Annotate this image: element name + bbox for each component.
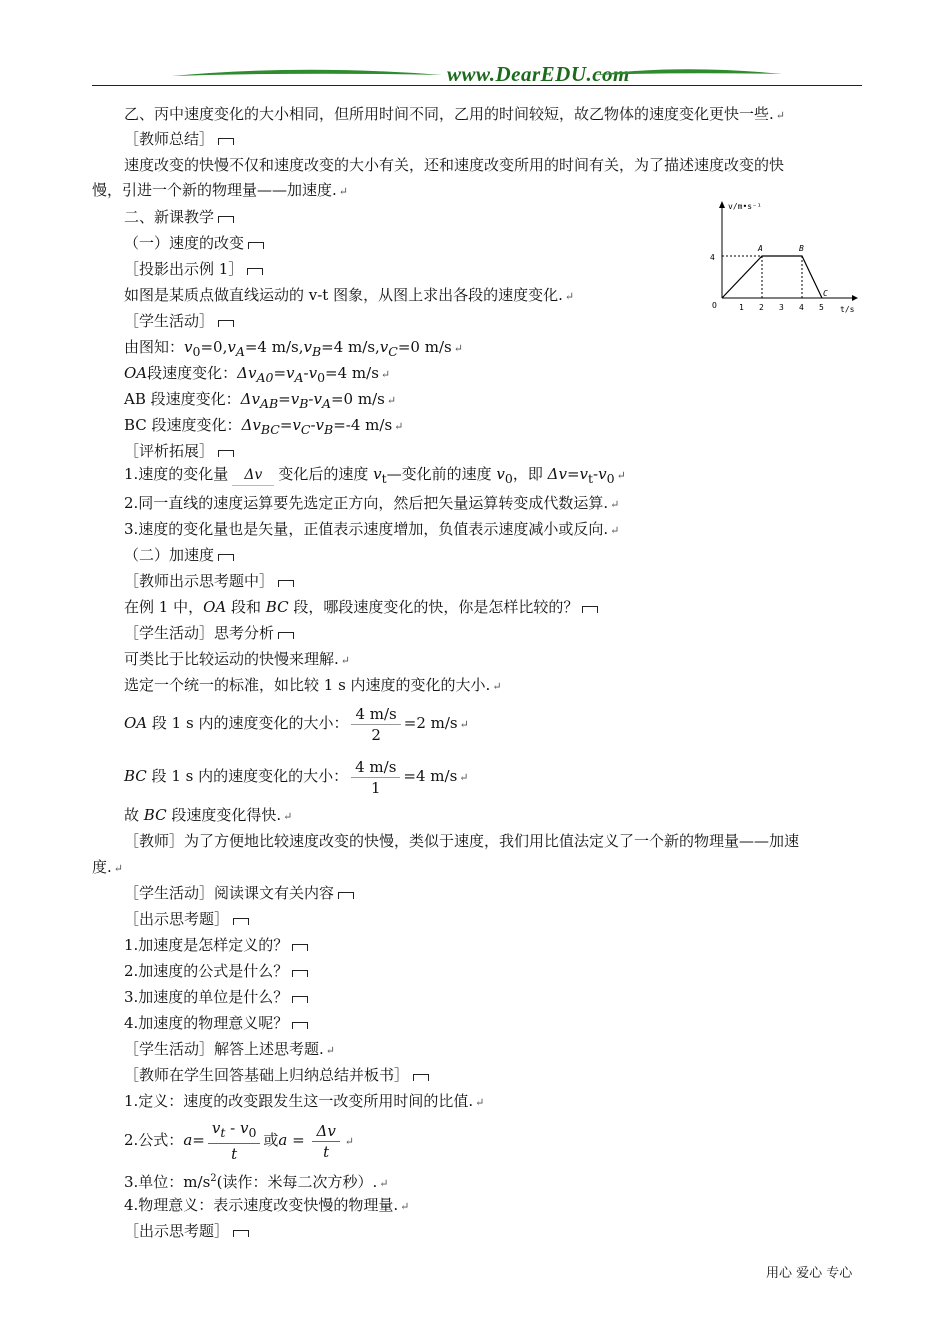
student-activity-heading: ［学生活动］思考分析 [124,623,294,643]
evaluation-point-2: 2.同一直线的速度运算要先选定正方向，然后把矢量运算转变成代数运算. ↵ [124,494,620,512]
known-values-line: 由图知：$v_0=0,v_A=4$ $m/s,v_B=4$ $m/s,v_C=0$ m/s ↵ [124,338,463,359]
fraction: $\frac{v_t - v_0}{t}$ [208,1118,261,1164]
site-logo[interactable]: www.DearEDU.com [447,62,630,86]
evaluation-point-3: 3.速度的变化量也是矢量，正值表示速度增加，负值表示速度减小或反向. ↵ [124,520,620,538]
point-a-label: A [758,244,763,253]
definition-line: 1.定义：速度的改变跟发生这一改变所用时间的比值. ↵ [124,1092,485,1110]
text-line: 度. ↵ [92,858,123,876]
point-c-label: C [823,289,828,298]
subsection-heading: （二）加速度 [124,545,234,565]
x-axis-arrow-icon [852,295,858,301]
right-swoosh-decoration [592,68,782,82]
fraction: $\frac{4 m/s}{2}$ [351,704,400,745]
x-tick: 3 [779,303,784,312]
page-header [92,62,862,92]
teacher-summary-heading: ［教师在学生回答基础上归纳总结并板书］ [124,1065,429,1085]
vt-curve [722,256,822,298]
x-tick: 4 [799,303,804,312]
segment-ab-line: AB 段速度变化：$\Delta v_{AB}=v_B-v_A=0$ m/s ↵ [124,390,397,411]
header-rule [92,85,862,86]
show-question-heading: ［出示思考题］ [124,909,249,929]
text-line: 可类比于比较运动的快慢来理解. ↵ [124,650,350,668]
x-tick: 2 [759,303,764,312]
question-line: 在例 1 中，OA 段和 BC 段，哪段速度变化的快，你是怎样比较的？ [124,597,598,617]
origin-label: O [712,301,717,310]
section-heading: 二、新课教学 [124,207,234,227]
fraction: $\frac{\Delta v}{t}$ [312,1121,339,1162]
text-line: ［教师］为了方便地比较速度改变的快慢，类似于速度，我们用比值法定义了一个新的物理量——加速 [124,832,800,850]
question-item: 3.加速度的单位是什么？ [124,987,308,1007]
formula-line: 2.公式：a= $\frac{v_t - v_0}{t}$ 或a = $\frac{\Delta v}{t}$ ↵ [124,1119,355,1163]
student-activity-heading: ［学生活动］解答上述思考题. ↵ [124,1040,335,1058]
question-item: 1.加速度是怎样定义的？ [124,935,308,955]
evaluation-heading: ［评析拓展］ [124,441,234,461]
text-line: 选定一个统一的标准，如比较 1 s 内速度的变化的大小. ↵ [124,676,502,694]
x-axis-label: t/s [840,305,855,314]
evaluation-point-1: 1.速度的变化量 Δv 变化后的速度 $v_t—$变化前的速度 $v_0$，即 $\Delta v=v_t-v_0$ ↵ [124,465,626,486]
subsection-heading: （一）速度的改变 [124,233,264,253]
bc-rate-line: BC 段 1 s 内的速度变化的大小： $\frac{4 m/s}{1}$ =4 m/s ↵ [124,757,469,797]
point-b-label: B [799,244,804,253]
text-line: 如图是某质点做直线运动的 v-t 图象，从图上求出各段的速度变化. ↵ [124,286,575,304]
show-question-heading: ［出示思考题］ [124,1221,249,1241]
example-heading: ［投影出示例 1］ [124,259,263,279]
text-line: 速度改变的快慢不仅和速度改变的大小有关，还和速度改变所用的时间有关，为了描述速度改变的快 [124,156,785,174]
conclusion-line: 故 BC 段速度变化得快. ↵ [124,806,293,824]
student-activity-heading: ［学生活动］阅读课文有关内容 [124,883,354,903]
meaning-line: 4.物理意义：表示速度改变快慢的物理量. ↵ [124,1196,410,1214]
y-tick-4: 4 [710,253,715,262]
vt-graph [710,198,860,316]
y-axis-label: v/m•s⁻¹ [728,202,762,211]
x-tick: 1 [739,303,744,312]
segment-bc-line: BC 段速度变化：$\Delta v_{BC}=v_C-v_B=-4$ m/s ↵ [124,416,404,437]
text-line: 慢，引进一个新的物理量——加速度. ↵ [92,181,348,199]
x-tick: 5 [819,303,824,312]
question-item: 2.加速度的公式是什么？ [124,961,308,981]
y-axis-arrow-icon [719,201,725,208]
heading-teacher-summary: ［教师总结］ [124,129,234,149]
question-item: 4.加速度的物理意义呢？ [124,1013,308,1033]
oa-rate-line: OA 段 1 s 内的速度变化的大小： $\frac{4 m/s}{2}$ =2 m/s ↵ [124,704,469,744]
fraction: $\frac{4 m/s}{1}$ [351,757,400,798]
unit-line: 3.单位：$m/s^2$(读作：米每二次方秒）. ↵ [124,1173,389,1191]
student-activity-heading: ［学生活动］ [124,311,234,331]
segment-oa-line: OA段速度变化：$\Delta v_{A0}=v_A-v_0=4$ m/s ↵ [124,364,391,385]
page-footer: 用心 爱心 专心 [766,1266,853,1281]
text-line: 乙、丙中速度变化的大小相同，但所用时间不同，乙用的时间较短，故乙物体的速度变化更快一些. ↵ [124,105,785,123]
teacher-question-heading: ［教师出示思考题中］ [124,571,294,591]
left-swoosh-decoration [172,68,442,82]
